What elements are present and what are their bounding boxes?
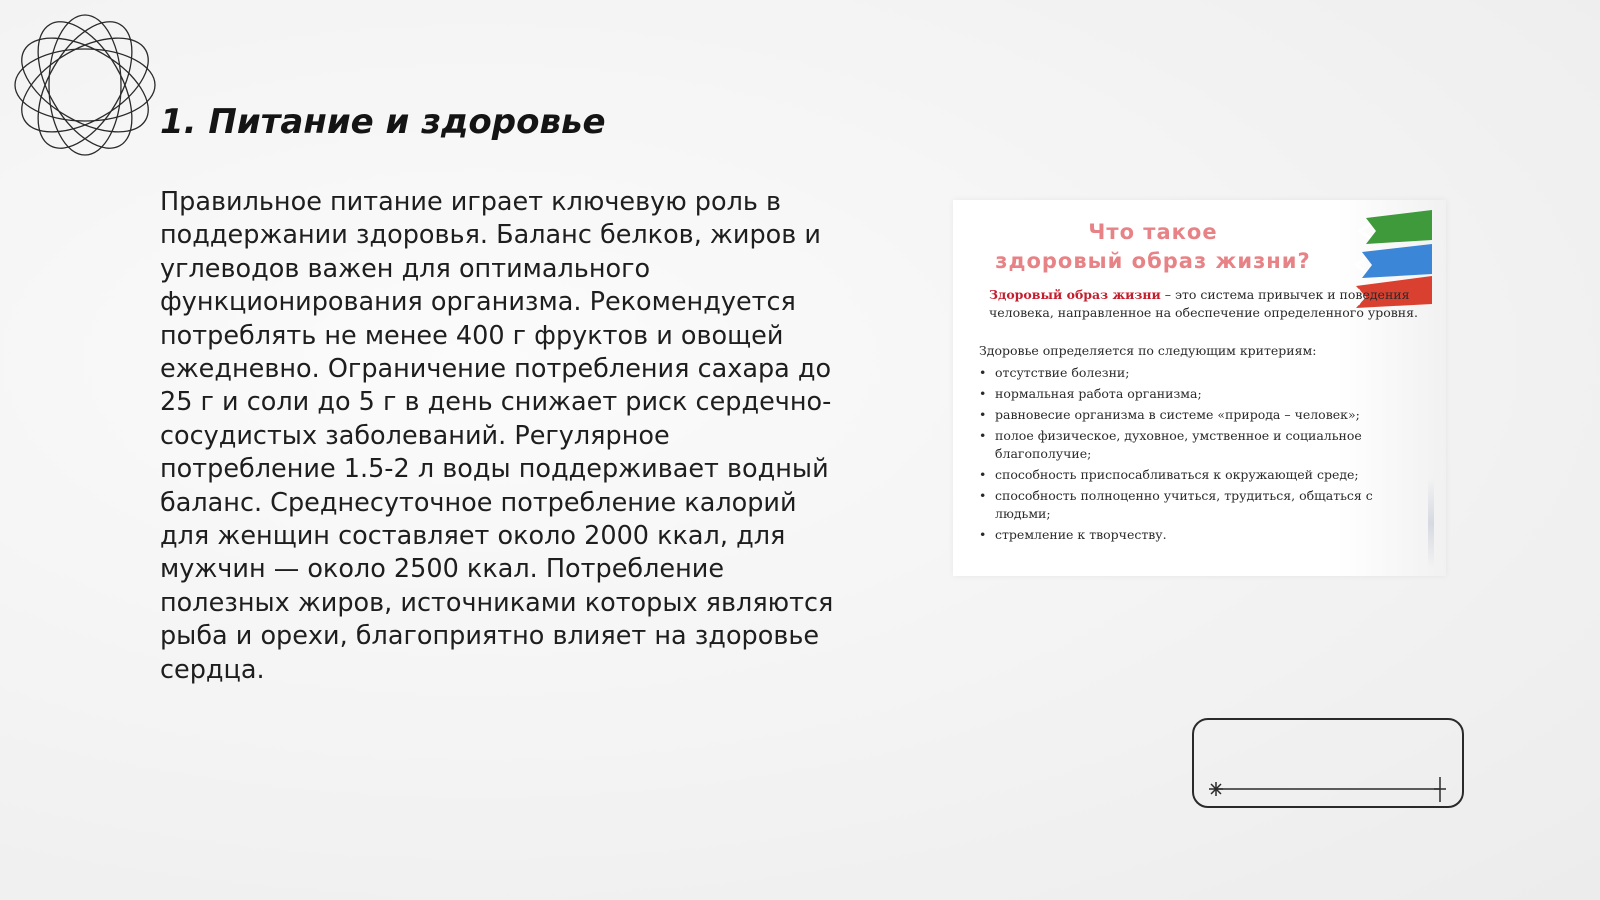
cross-icon [1434,777,1446,802]
card-title-line-1: Что такое [1088,220,1218,244]
card-title [953,218,1353,276]
criteria-item: • способность полноценно учиться, трудиться, общаться с людьми; [979,487,1419,523]
spirograph-logo-icon [10,10,160,160]
card-title-line-2: здоровый образ жизни? [995,249,1311,273]
criteria-list [979,364,1419,547]
card-definition [989,286,1419,322]
definition-term: Здоровый образ жизни [989,287,1161,302]
criteria-item: • стремление к творчеству. [979,526,1419,544]
criteria-item: • способность приспосабливаться к окружающей среде; [979,466,1419,484]
criteria-item: • равновесие организма в системе «природа – человек»; [979,406,1419,424]
slide-body-text: Правильное питание играет ключевую роль в поддержании здоровья. Баланс белков, жиров и углеводов важен для оптимального функционирования организма. Рекомендуется потреблять не менее 400 г фруктов и овощей ежедневно. Ограничение потребления сахара до 25 г и соли до 5 г в день снижает риск сердечно-сосудистых заболеваний. Регулярное потребление 1.5-2 л воды поддерживает водный баланс. Среднесуточное потребление калорий для женщин составляет около 2000 ккал, для мужчин — около 2500 ккал. Потребление полезных жиров, источниками которых являются рыба и орехи, благоприятно влияет на здоровье сердца. [160,187,834,685]
decorative-frame [1192,718,1464,808]
frame-line-decoration [1194,720,1462,806]
definition-text: – это система привычек и поведения человека, направленное на обеспечение определенного уровня. [989,287,1418,320]
star-burst-icon [1209,782,1223,796]
criteria-intro: Здоровье определяется по следующим критериям: [979,343,1317,358]
slide-title: 1. Питание и здоровье [160,102,606,142]
criteria-item: • нормальная работа организма; [979,385,1419,403]
criteria-item: • отсутствие болезни; [979,364,1419,382]
card-side-watermark [1428,478,1434,568]
criteria-item: • полое физическое, духовное, умственное и социальное благополучие; [979,427,1419,463]
healthy-lifestyle-image-card [953,200,1446,576]
